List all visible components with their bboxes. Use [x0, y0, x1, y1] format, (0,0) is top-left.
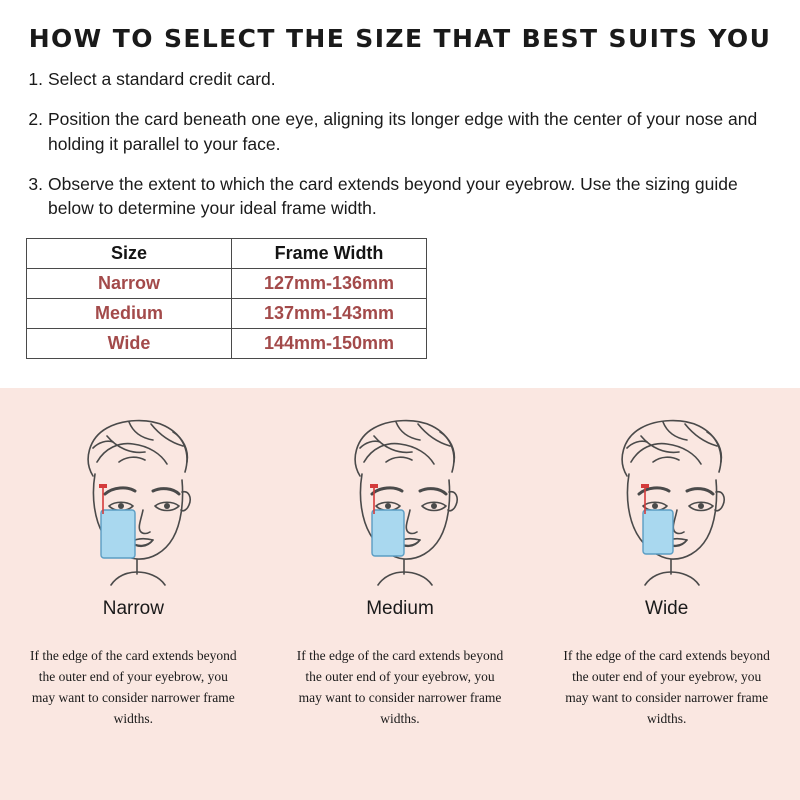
step-text: Observe the extent to which the card extends beyond your eyebrow. Use the sizing guide below to determine your ideal frame width. — [48, 173, 738, 219]
credit-card-shape — [643, 510, 673, 554]
measure-flag — [99, 484, 107, 488]
table-cell-size: Wide — [27, 329, 232, 359]
face-label-wide: Wide — [645, 598, 689, 619]
face-illustration-medium — [300, 402, 500, 592]
size-guide-table — [26, 238, 427, 359]
size-guide-table-wrap — [0, 236, 800, 359]
step-text: Position the card beneath one eye, aligning its longer edge with the center of your nose and holding it parallel to your face. — [48, 108, 758, 154]
woman-face-icon — [567, 402, 767, 592]
credit-card-shape — [372, 510, 404, 556]
face-label-narrow: Narrow — [102, 598, 164, 619]
measure-flag — [370, 484, 378, 488]
table-header-size: Size — [27, 239, 232, 269]
step-item — [26, 67, 774, 92]
table-cell-size: Narrow — [27, 269, 232, 299]
table-header-frame-width: Frame Width — [232, 239, 427, 269]
table-header-row — [27, 239, 427, 269]
step-number: 2. — [28, 108, 43, 129]
face-illustration-narrow — [33, 402, 233, 592]
credit-card-shape — [101, 510, 135, 558]
step-number: 3. — [28, 173, 43, 194]
step-number: 1. — [28, 69, 43, 89]
woman-face-icon — [33, 402, 233, 592]
table-row — [27, 299, 427, 329]
face-note-wide: If the edge of the card extends beyond the outer end of your eyebrow, you may want to consider narrower frame widths. — [563, 648, 770, 726]
steps-list — [0, 59, 800, 221]
step-text: Select a standard credit card. — [48, 69, 276, 89]
table-row — [27, 329, 427, 359]
face-note-medium: If the edge of the card extends beyond the outer end of your eyebrow, you may want to consider narrower frame widths. — [296, 648, 504, 726]
woman-face-icon — [300, 402, 500, 592]
table-cell-size: Medium — [27, 299, 232, 329]
illustration-panel — [0, 388, 800, 800]
measure-flag — [641, 484, 649, 488]
face-illustrations — [0, 388, 800, 730]
table-cell-width: 127mm-136mm — [232, 269, 427, 299]
table-cell-width: 137mm-143mm — [232, 299, 427, 329]
table-row — [27, 269, 427, 299]
face-column-wide — [533, 402, 800, 730]
face-column-medium — [267, 402, 534, 730]
face-illustration-wide — [567, 402, 767, 592]
face-column-narrow — [0, 402, 267, 730]
step-item — [26, 172, 774, 222]
table-cell-width: 144mm-150mm — [232, 329, 427, 359]
page-title: HOW TO SELECT THE SIZE THAT BEST SUITS YOU — [28, 24, 772, 53]
face-label-medium: Medium — [366, 598, 434, 619]
face-note-narrow: If the edge of the card extends beyond the outer end of your eyebrow, you may want to consider narrower frame widths. — [30, 648, 237, 726]
step-item — [26, 107, 774, 157]
